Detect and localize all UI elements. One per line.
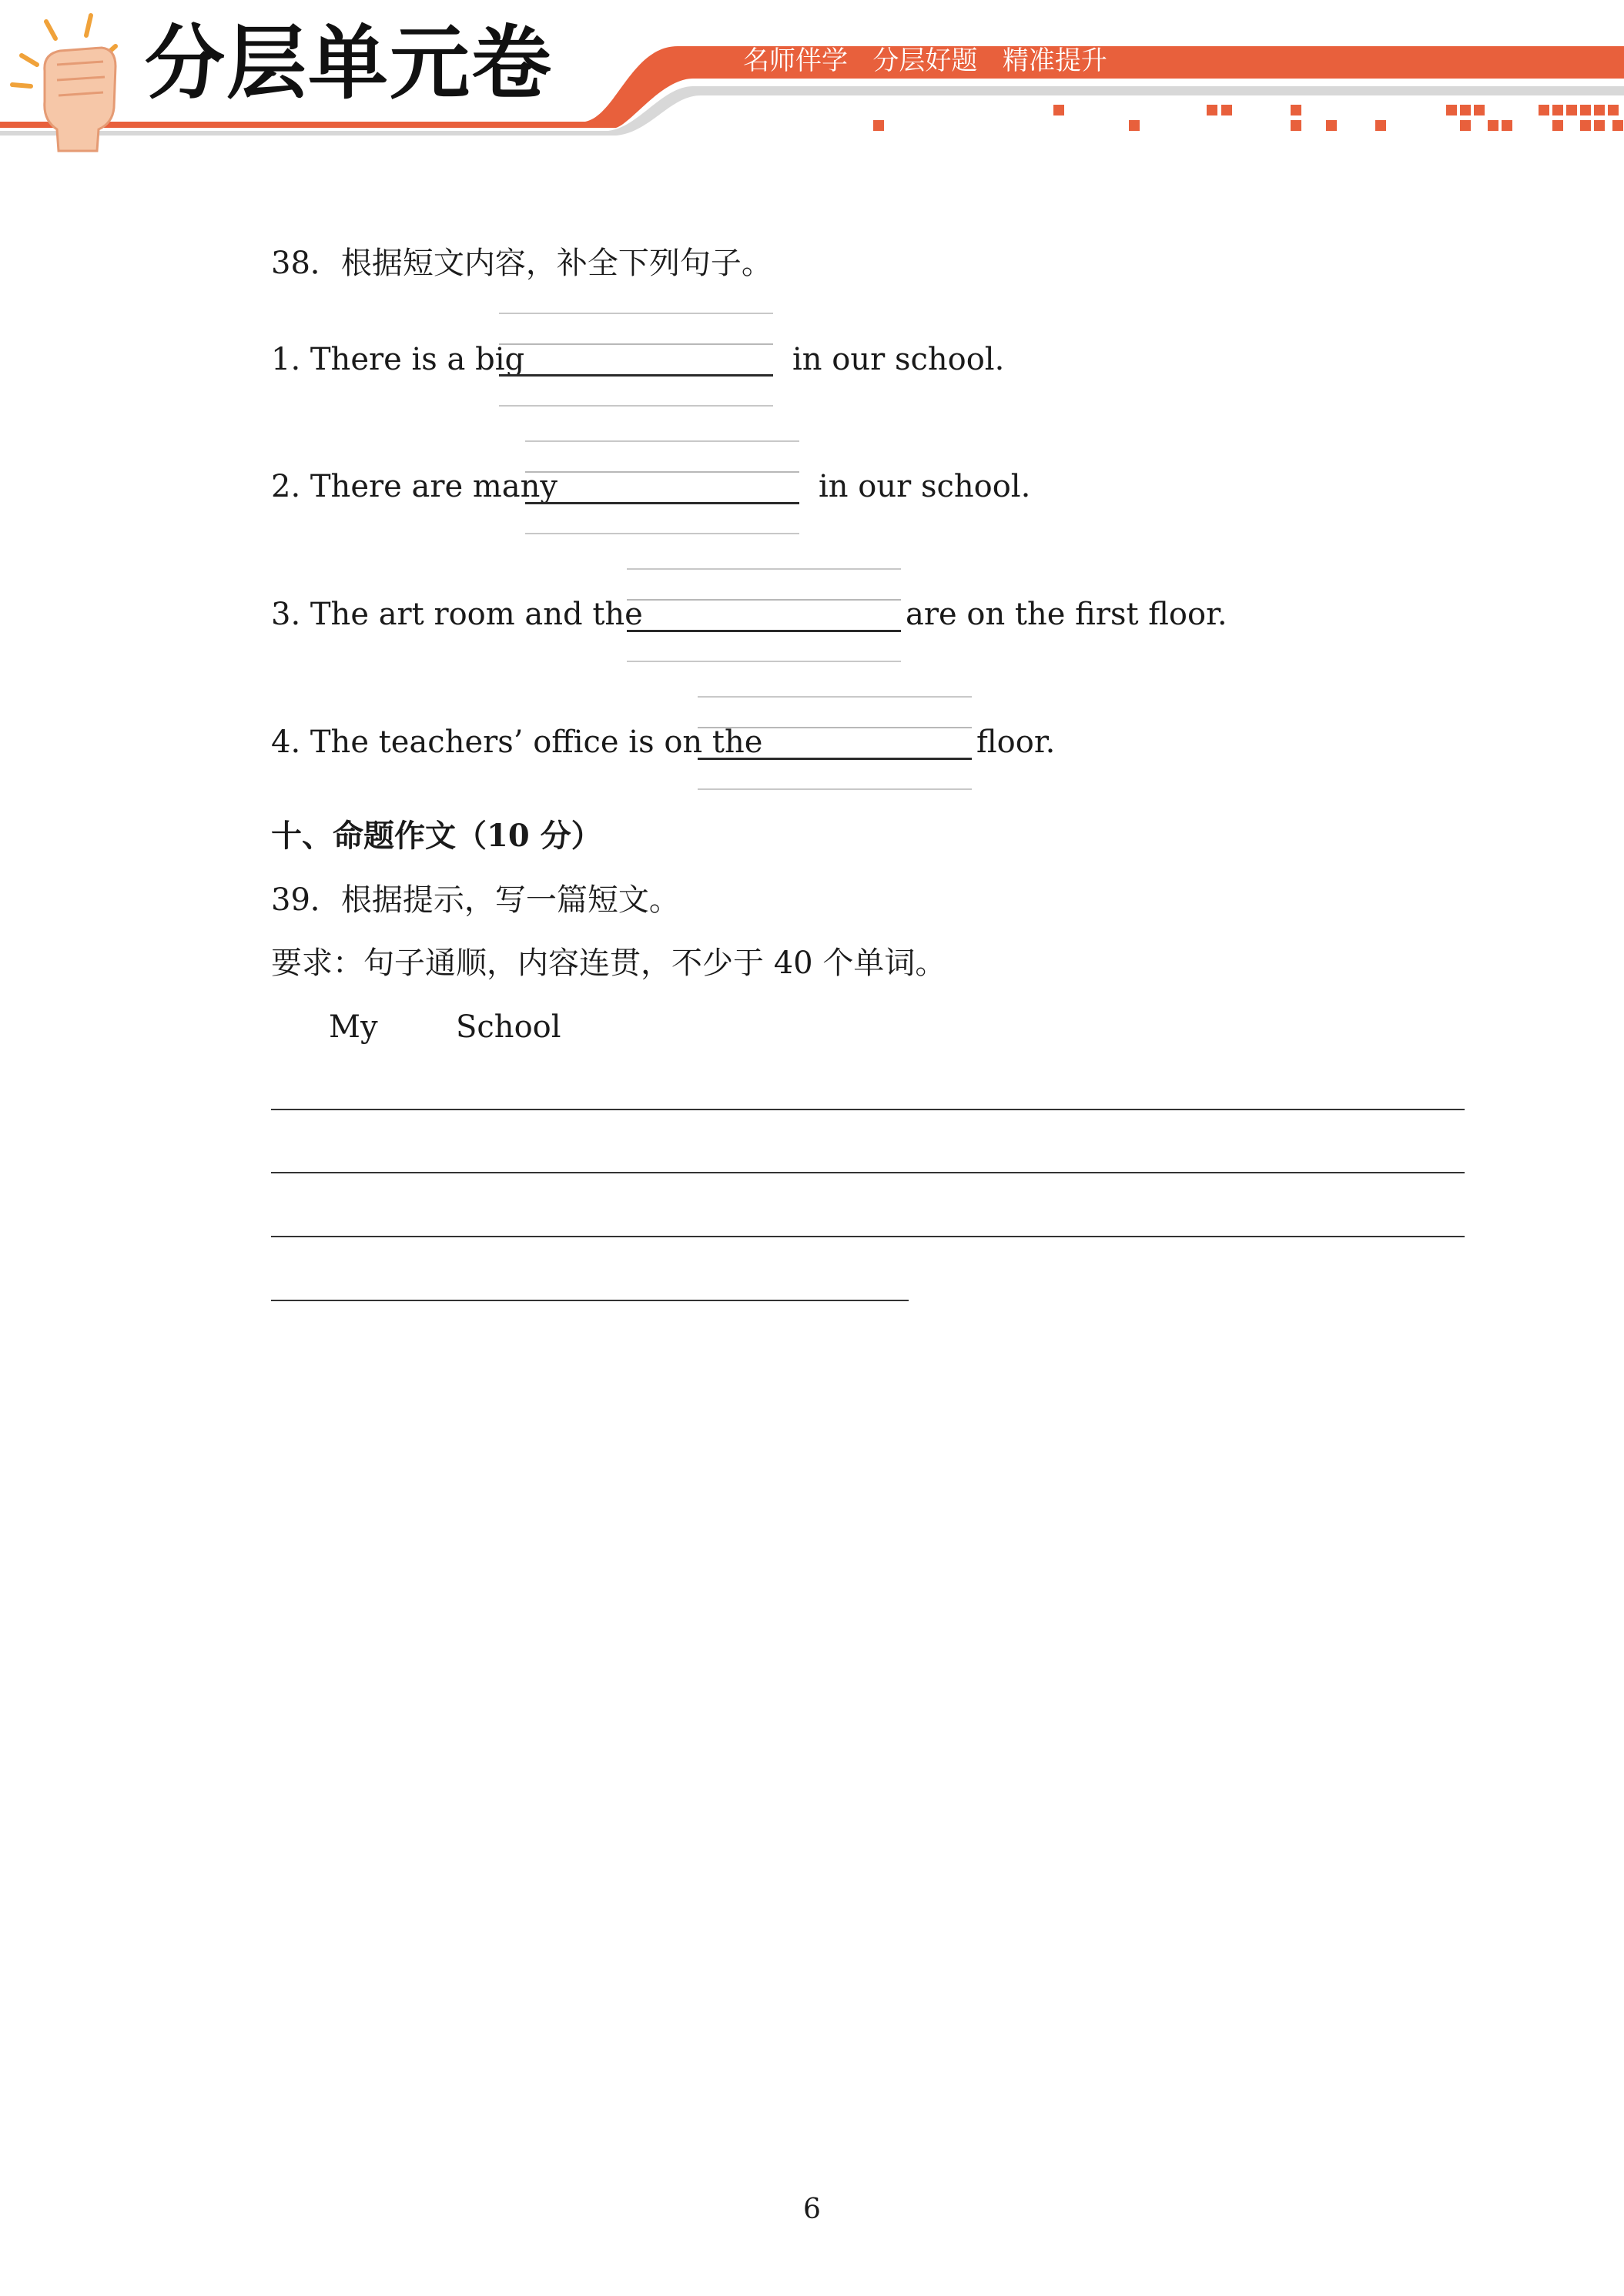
essay-writing-line-4[interactable]: [271, 1300, 909, 1301]
fist-icon: [12, 15, 116, 151]
header-slogan: 名师伴学 分层好题 精准提升: [743, 45, 1107, 76]
page-header: [0, 0, 1624, 162]
q38-item-1-before: 1. There is a big: [271, 342, 525, 377]
q38-item-3-answer-blank[interactable]: [627, 568, 901, 664]
question-39-requirement: 要求：句子通顺，内容连贯，不少于 40 个单词。: [271, 946, 946, 981]
q38-item-3-after: are on the first floor.: [906, 597, 1227, 632]
section-10-title: 十、命题作文（10 分）: [271, 818, 602, 854]
q38-item-2-answer-blank[interactable]: [525, 440, 799, 536]
q38-item-4-answer-blank[interactable]: [698, 696, 972, 792]
essay-writing-line-1[interactable]: [271, 1109, 1465, 1110]
page-number: 6: [803, 2194, 821, 2225]
q38-item-1-after: in our school.: [792, 342, 1005, 377]
q38-item-4-after: floor.: [976, 725, 1056, 760]
essay-writing-line-3[interactable]: [271, 1236, 1465, 1237]
q38-item-4-before: 4. The teachers’ office is on the: [271, 725, 763, 760]
q38-item-2-after: in our school.: [819, 469, 1031, 504]
question-39-prompt: 39．根据提示，写一篇短文。: [271, 882, 680, 918]
header-title: 分层单元卷: [145, 16, 554, 110]
essay-topic-my: My: [329, 1009, 378, 1045]
essay-writing-line-2[interactable]: [271, 1172, 1465, 1173]
q38-item-1-answer-blank[interactable]: [499, 313, 773, 408]
question-38-prompt: 38．根据短文内容，补全下列句子。: [271, 246, 772, 281]
essay-topic-school: School: [456, 1009, 561, 1045]
q38-item-2-before: 2. There are many: [271, 469, 558, 504]
q38-item-3-before: 3. The art room and the: [271, 597, 643, 632]
